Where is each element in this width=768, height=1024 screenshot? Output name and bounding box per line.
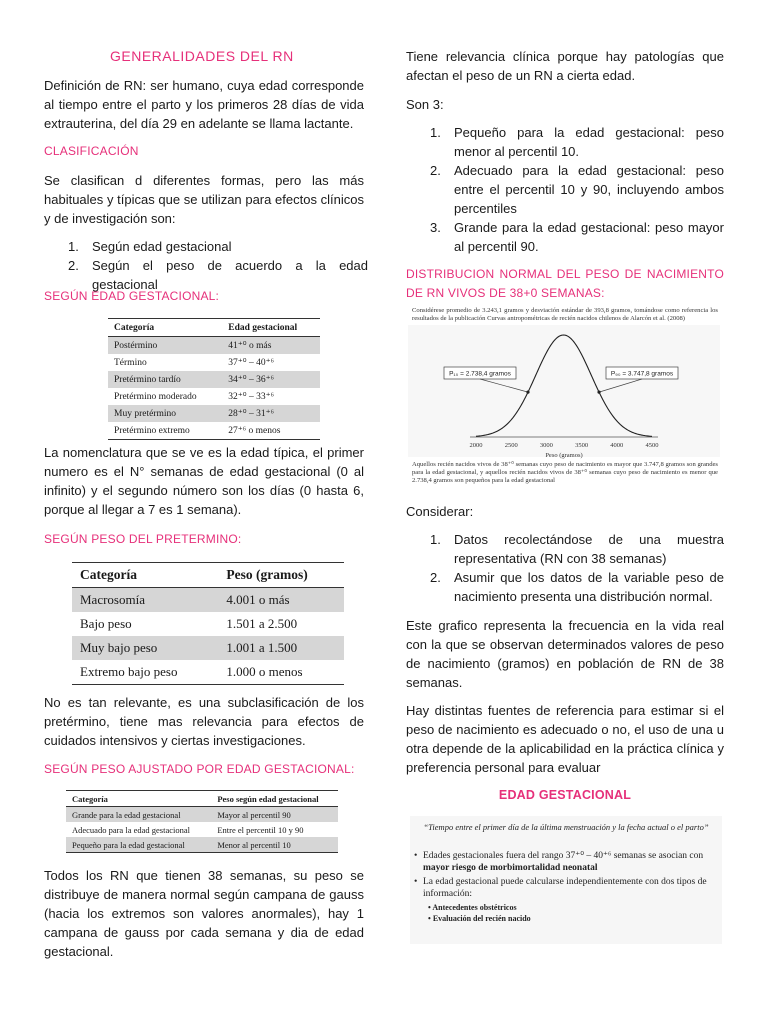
grafico-paragraph: Este grafico representa la frecuencia en la vida real con la que se observan determinados valores de peso de nacimiento (gramos) en población de RN de 38 semanas. [406, 618, 724, 690]
table-row: Pretérmino extremo 27⁺⁶ o menos [108, 422, 320, 440]
list-item: 2. Asumir que los datos de la variable peso de nacimiento presenta una distribución normal. [430, 570, 724, 604]
eg-bullet-2: • La edad gestacional puede calcularse independientemente con dos tipos de información: [414, 877, 707, 899]
percentile-point [597, 391, 600, 394]
percentile-label: P₉₀ = 3.747,8 gramos [610, 370, 674, 378]
eg-bullet-1: • Edades gestacionales fuera del rango 37⁺⁰ – 40⁺⁶ semanas se asocian con mayor riesgo de morbimortalidad neonatal [414, 851, 704, 873]
definition-paragraph: Definición de RN: ser humano, cuya edad corresponde al tiempo entre el parto y los primeros 28 días de vida extrauterina, del día 29 en adelante se llama lactante. [44, 78, 364, 131]
heading-distribucion: DISTRIBUCION NORMAL DEL PESO DE NACIMIENTO DE RN VIVOS DE 38+0 SEMANAS: [406, 267, 724, 300]
percentile-point [526, 391, 529, 394]
fuentes-paragraph: Hay distintas fuentes de referencia para estimar si el peso de nacimiento es adecuado o no, el uso de una u otra depende de la aplicabilidad en la práctica clínica y preferencia personal para evaluar [406, 703, 724, 775]
tick-label: 2000 [469, 442, 483, 449]
figure-caption-top: Considérese promedio de 3.243,1 gramos y desviación estándar de 393,8 gramos, tomándose como referencia los resultados de la publicación Curvas antropométricas de recién nacidos chilenos de Alarcón et al. (2008) [412, 307, 718, 322]
table-row: Macrosomía 4.001 o más [72, 588, 344, 613]
tick-label: 3500 [575, 442, 589, 449]
table-row: Pequeño para la edad gestacional Menor al percentil 10 [66, 837, 338, 853]
table-row: Pretérmino tardío 34⁺⁰ – 36⁺⁶ [108, 371, 320, 388]
table-row: Adecuado para la edad gestacional Entre el percentil 10 y 90 [72, 824, 304, 835]
categorias-list [430, 123, 724, 256]
eg-sub-2: • Evaluación del recién nacido [428, 914, 531, 923]
eg-sub-1: • Antecedentes obstétricos [428, 903, 517, 912]
tick-label: 4000 [610, 442, 624, 449]
clasificacion-paragraph: Se clasifican d diferentes formas, pero las más habituales y típicas que se utilizan para efectos clínicos y de investigación son: [44, 173, 364, 226]
gauss-paragraph: Todos los RN que tienen 38 semanas, su peso se distribuye de manera normal según campana de gauss (hacia los extremos son valores anormales), hay 1 campana de gauss por cada semana y dia de edad gestacional. [44, 868, 364, 959]
table-row: Bajo peso 1.501 a 2.500 [80, 616, 298, 631]
eg-quote: “Tiempo entre el primer día de la última menstruación y la fecha actual o el parto” [423, 822, 709, 832]
list-item: 3. Grande para la edad gestacional: peso mayor al percentil 90. [430, 220, 724, 254]
figure-caption-bottom: Aquellos recién nacidos vivos de 38⁺⁰ semanas cuyo peso de nacimiento es mayor que 3.747,8 gramos son grandes para la edad gestacional, y aquellos recién nacidos vivos de 38⁺⁰ semanas cuyo peso de nacimiento es menor que 2.738,4 gramos son pequeños para la edad gestacional [412, 461, 718, 484]
list-item: 1. Pequeño para la edad gestacional: peso menor al percentil 10. [430, 125, 724, 159]
table-row: Muy bajo peso 1.001 a 1.500 [72, 636, 344, 660]
table-row: Muy pretérmino 28⁺⁰ – 31⁺⁶ [108, 405, 320, 422]
table-row: Pretérmino moderado 32⁺⁰ – 33⁺⁶ [114, 391, 274, 402]
list-item: 2. Según el peso de acuerdo a la edad gestacional [68, 258, 368, 292]
nomenclatura-paragraph: La nomenclatura que se ve es la edad típica, el primer numero es el N° semanas de edad gestacional (0 al infinito) y el segundo número son los días (0 hasta 6, porque al llegar a 7 es 1 semana). [44, 445, 364, 517]
table-row: Grande para la edad gestacional Mayor al percentil 90 [66, 807, 338, 823]
list-item: 2. Adecuado para la edad gestacional: peso entre el percentil 10 y 90, incluyendo ambos percentiles [430, 163, 724, 216]
list-item: 1. Según edad gestacional [68, 239, 232, 254]
table-row: Término 37⁺⁰ – 40⁺⁶ [114, 357, 274, 368]
tick-label: 3000 [539, 442, 553, 449]
tick-label: 4500 [645, 442, 659, 449]
list-item: 1. Datos recolectándose de una muestra representativa (RN con 38 semanas) [430, 532, 724, 566]
considerar-list [430, 530, 724, 606]
table-row: Extremo bajo peso 1.000 o menos [72, 660, 344, 685]
edad-gestacional-box [410, 816, 722, 944]
heading-edad-gestacional: SEGÚN EDAD GESTACIONAL: [44, 289, 220, 303]
x-axis-label: Peso (gramos) [545, 452, 583, 459]
page-title: GENERALIDADES DEL RN [110, 48, 294, 64]
tick-label: 2500 [504, 442, 518, 449]
table-edad-gestacional: Categoría Edad gestacional Postérmino 41⁺⁰ o más Término 37⁺⁰ – 40⁺⁶ Pretérmino tardío 34⁺⁰ – 36⁺⁶ Pretérmino moderado 32⁺⁰ – 33⁺⁶ Muy pretérmino 28⁺⁰ – 31⁺⁶ Pretérmino extremo 27⁺⁶ o menos [108, 318, 320, 440]
heading-clasificacion: CLASIFICACIÓN [44, 144, 139, 158]
gauss-chart [406, 325, 722, 475]
heading-peso-pretermino: SEGÚN PESO DEL PRETERMINO: [44, 532, 242, 546]
relevancia-paragraph: Tiene relevancia clínica porque hay patologías que afectan el peso de un RN a cierta edad. [406, 49, 724, 83]
percentile-label: P₁₀ = 2.738,4 gramos [449, 370, 511, 378]
distribution-figure [406, 305, 722, 495]
subclasificacion-paragraph: No es tan relevante, es una subclasificación de los pretérmino, tiene mas relevancia para efectos de cuidados intensivos y ciertas investigaciones. [44, 695, 364, 748]
table-peso-ajustado: Categoría Peso según edad gestacional Grande para la edad gestacional Mayor al percentil 90 Adecuado para la edad gestacional Entre el percentil 10 y 90 Pequeño para la edad gestacional Menor al percentil 10 [66, 790, 338, 853]
table-row: Postérmino 41⁺⁰ o más [108, 337, 320, 355]
table-peso-pretermino: Categoría Peso (gramos) Macrosomía 4.001 o más Bajo peso 1.501 a 2.500 Muy bajo peso 1.001 a 1.500 Extremo bajo peso 1.000 o menos [72, 562, 344, 685]
clasificacion-list [68, 237, 368, 294]
son3-label: Son 3: [406, 97, 444, 112]
heading-edad-gestacional-right: EDAD GESTACIONAL [498, 788, 632, 802]
heading-peso-ajustado: SEGÚN PESO AJUSTADO POR EDAD GESTACIONAL: [44, 762, 355, 776]
considerar-label: Considerar: [406, 504, 474, 519]
